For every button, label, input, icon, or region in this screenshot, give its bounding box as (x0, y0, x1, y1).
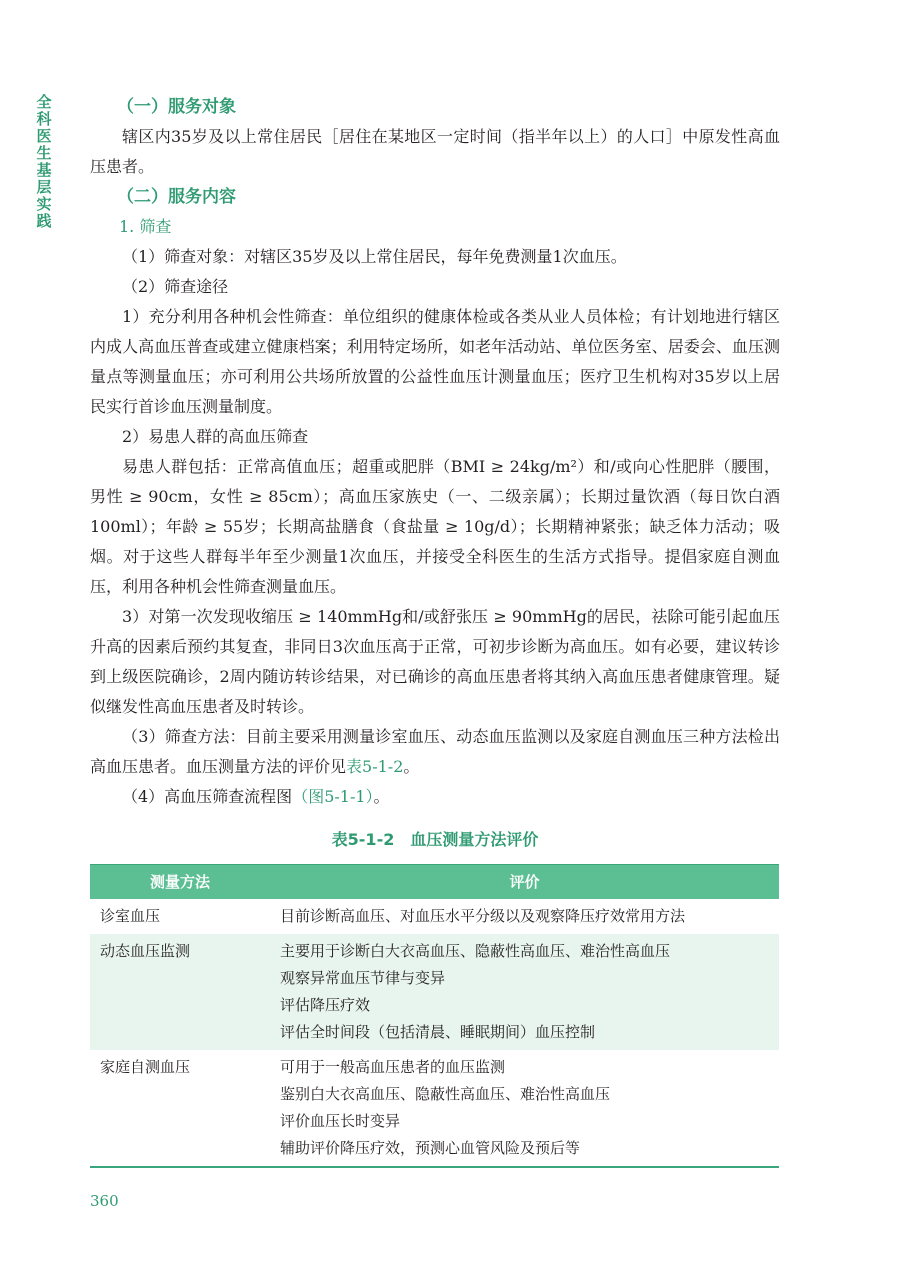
paragraph-text-end: 。 (373, 787, 390, 806)
body-text (90, 92, 780, 812)
paragraph: 1）充分利用各种机会性筛查：单位组织的健康体检或各类从业人员体检；有计划地进行辖区内成人高血压普查或建立健康档案；利用特定场所，如老年活动站、单位医务室、居委会、血压测量点等测量血压；亦可利用公共场所放置的公益性血压计测量血压；医疗卫生机构对35岁以上居民实行首诊血压测量制度。 (90, 307, 780, 416)
column-header-method: 测量方法 (149, 873, 210, 891)
section-heading-service-target: （一）服务对象 (117, 97, 236, 117)
method-cell: 动态血压监测 (100, 942, 191, 960)
section-heading-service-content: （二）服务内容 (117, 187, 236, 207)
paragraph: 辖区内35岁及以上常住居民［居住在某地区一定时间（指半年以上）的人口］中原发性高血压患者。 (90, 127, 780, 176)
paragraph: （2）筛查途径 (122, 277, 229, 296)
paragraph-with-figure-ref (90, 782, 780, 812)
evaluation-line: 主要用于诊断白大衣高血压、隐蔽性高血压、难治性高血压 (280, 942, 671, 960)
subheading-screening: 1. 筛查 (119, 217, 172, 236)
table-row (90, 934, 779, 1050)
evaluation-line: 评估降压疗效 (280, 996, 371, 1014)
paragraph-text: （4）高血压筛查流程图 (122, 787, 293, 806)
evaluation-line: 目前诊断高血压、对血压水平分级以及观察降压疗效常用方法 (280, 907, 686, 925)
table-row (90, 899, 779, 934)
evaluation-line: 观察异常血压节律与变异 (280, 969, 446, 987)
table-header-row (90, 864, 779, 899)
figure-reference-link[interactable]: （图5-1-1） (292, 787, 374, 806)
running-side-label: 全科医生基层实践 (36, 93, 52, 230)
paragraph: （1）筛查对象：对辖区35岁及以上常住居民，每年免费测量1次血压。 (122, 247, 627, 266)
method-cell: 家庭自测血压 (100, 1058, 191, 1076)
paragraph: 2）易患人群的高血压筛查 (122, 427, 309, 446)
evaluation-cell (270, 1054, 779, 1162)
evaluation-table (90, 864, 779, 1168)
paragraph-text-end: 。 (403, 757, 420, 776)
page-number: 360 (90, 1192, 119, 1210)
paragraph-text: （3）筛查方法：目前主要采用测量诊室血压、动态血压监测以及家庭自测血压三种方法检出高血压患者。血压测量方法的评价见 (90, 727, 780, 776)
column-header-evaluation: 评价 (509, 873, 540, 891)
paragraph-with-table-ref (90, 722, 780, 782)
paragraph: 3）对第一次发现收缩压 ≥ 140mmHg和/或舒张压 ≥ 90mmHg的居民，祛除可能引起血压升高的因素后预约其复查，非同日3次血压高于正常，可初步诊断为高血压。如有必要，建议转诊到上级医院确诊，2周内随访转诊结果，对已确诊的高血压患者将其纳入高血压患者健康管理。疑似继发性高血压患者及时转诊。 (90, 607, 780, 716)
evaluation-line: 鉴别白大衣高血压、隐蔽性高血压、难治性高血压 (280, 1085, 611, 1103)
evaluation-cell (270, 938, 779, 1046)
paragraph: 易患人群包括：正常高值血压；超重或肥胖（BMI ≥ 24kg/m²）和/或向心性肥胖（腰围，男性 ≥ 90cm，女性 ≥ 85cm）；高血压家族史（一、二级亲属）；长期过量饮酒（每日饮白酒100ml）；年龄 ≥ 55岁；长期高盐膳食（食盐量 ≥ 10g/d）；长期精神紧张；缺乏体力活动；吸烟。对于这些人群每半年至少测量1次血压，并接受全科医生的生活方式指导。提倡家庭自测血压，利用各种机会性筛查测量血压。 (90, 457, 780, 596)
evaluation-line: 辅助评价降压疗效，预测心血管风险及预后等 (280, 1139, 581, 1157)
evaluation-cell (270, 903, 779, 930)
evaluation-line: 评价血压长时变异 (280, 1112, 401, 1130)
evaluation-line: 可用于一般高血压患者的血压监测 (280, 1058, 506, 1076)
table-reference-link[interactable]: 表5-1-2 (346, 757, 404, 776)
evaluation-line: 评估全时间段（包括清晨、睡眠期间）血压控制 (280, 1023, 596, 1041)
method-cell: 诊室血压 (100, 907, 161, 925)
table-row (90, 1050, 779, 1166)
table-caption: 表5-1-2 血压测量方法评价 (331, 830, 539, 849)
